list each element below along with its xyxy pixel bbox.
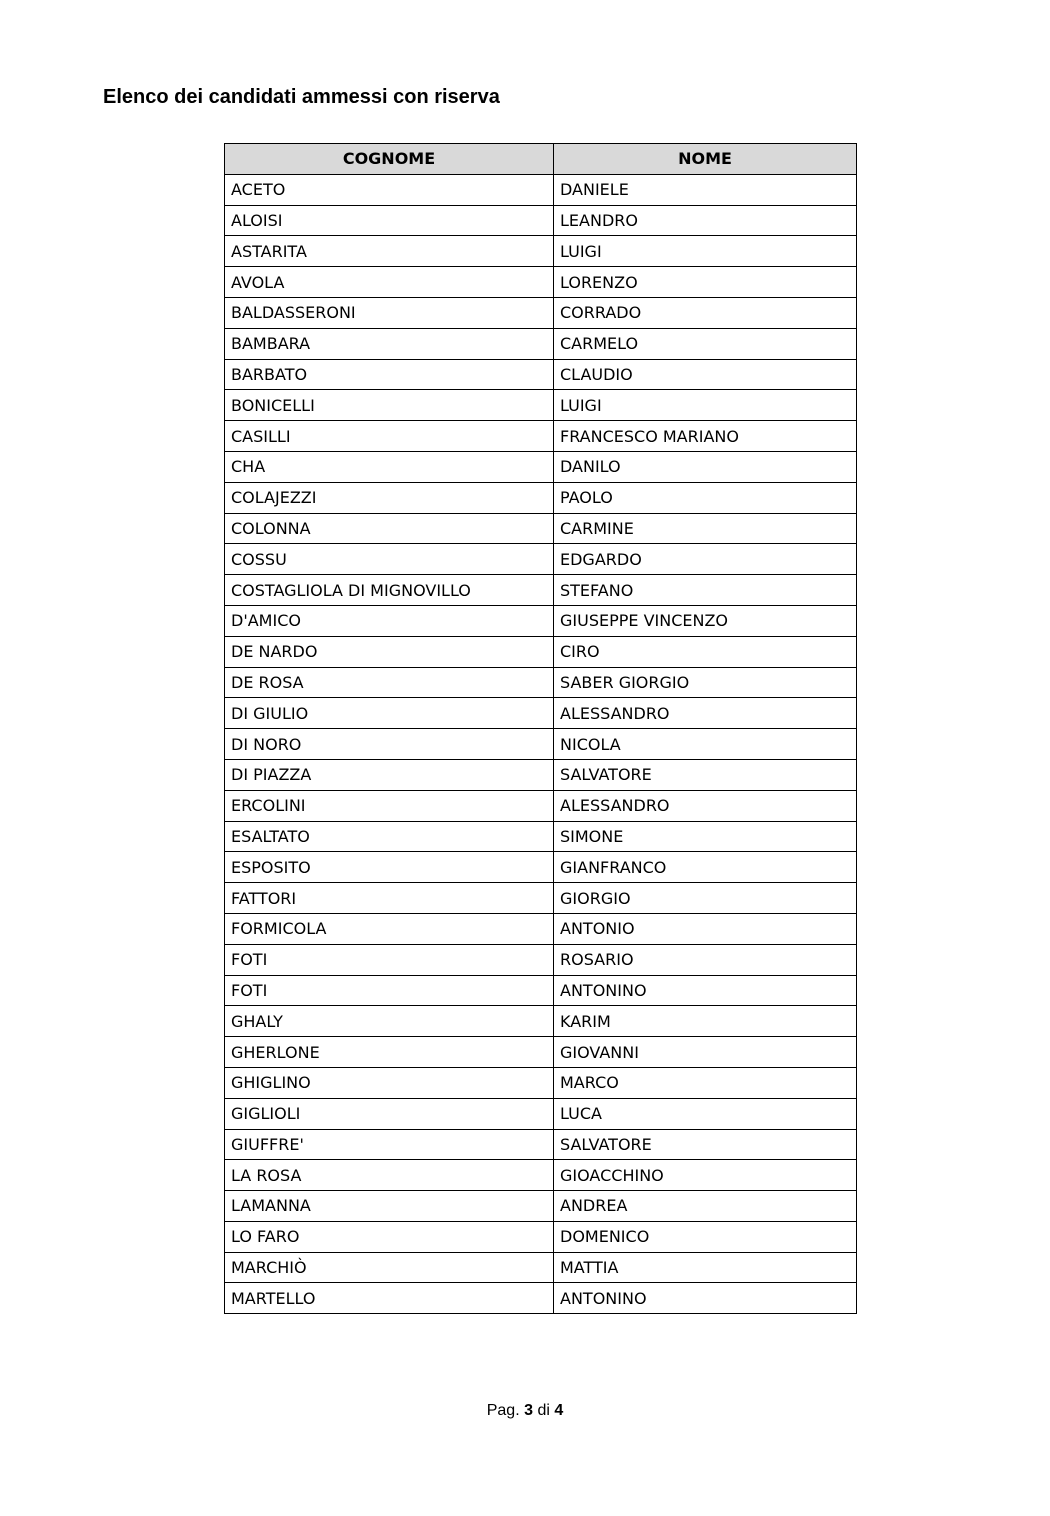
cell-cognome: BONICELLI [225,390,554,421]
candidates-table [224,143,857,1314]
table-row [225,883,857,914]
table-row [225,267,857,298]
table-row [225,1037,857,1068]
cell-cognome: DE NARDO [225,636,554,667]
cell-nome: SALVATORE [554,1129,857,1160]
cell-cognome: ESALTATO [225,821,554,852]
table-row [225,513,857,544]
cell-nome: LUCA [554,1098,857,1129]
cell-nome: EDGARDO [554,544,857,575]
cell-nome: LUIGI [554,236,857,267]
table-header-row [225,144,857,175]
table-row [225,451,857,482]
cell-cognome: BAMBARA [225,328,554,359]
header-nome: NOME [554,144,857,175]
table-row [225,1221,857,1252]
cell-nome: ANTONIO [554,913,857,944]
cell-cognome: FATTORI [225,883,554,914]
table-row [225,975,857,1006]
cell-nome: CLAUDIO [554,359,857,390]
cell-nome: PAOLO [554,482,857,513]
cell-nome: KARIM [554,1006,857,1037]
table-row [225,390,857,421]
cell-cognome: CHA [225,451,554,482]
current-page-number: 3 [524,1402,533,1419]
cell-cognome: GIUFFRE' [225,1129,554,1160]
table-row [225,667,857,698]
cell-nome: SALVATORE [554,759,857,790]
page-title: Elenco dei candidati ammessi con riserva [103,86,500,108]
table-row [225,1160,857,1191]
table-row [225,790,857,821]
cell-nome: SIMONE [554,821,857,852]
cell-nome: CORRADO [554,297,857,328]
cell-nome: DANIELE [554,174,857,205]
cell-nome: LEANDRO [554,205,857,236]
cell-cognome: AVOLA [225,267,554,298]
cell-nome: MARCO [554,1067,857,1098]
cell-nome: GIUSEPPE VINCENZO [554,605,857,636]
cell-nome: NICOLA [554,729,857,760]
cell-cognome: LO FARO [225,1221,554,1252]
cell-cognome: FORMICOLA [225,913,554,944]
cell-cognome: FOTI [225,975,554,1006]
cell-cognome: DI NORO [225,729,554,760]
table-row [225,821,857,852]
table-row [225,605,857,636]
table-body [225,174,857,1313]
cell-nome: CIRO [554,636,857,667]
total-pages-number: 4 [554,1402,564,1419]
cell-cognome: ALOISI [225,205,554,236]
cell-nome: MATTIA [554,1252,857,1283]
cell-cognome: FOTI [225,944,554,975]
cell-nome: CARMELO [554,328,857,359]
cell-cognome: BALDASSERONI [225,297,554,328]
cell-nome: GIOVANNI [554,1037,857,1068]
table-row [225,944,857,975]
cell-cognome: DI GIULIO [225,698,554,729]
cell-cognome: GHALY [225,1006,554,1037]
table-row [225,174,857,205]
cell-nome: GIORGIO [554,883,857,914]
table-row [225,1129,857,1160]
cell-cognome: DE ROSA [225,667,554,698]
cell-cognome: D'AMICO [225,605,554,636]
cell-cognome: LAMANNA [225,1191,554,1222]
cell-cognome: COSTAGLIOLA DI MIGNOVILLO [225,575,554,606]
cell-cognome: MARCHIÒ [225,1252,554,1283]
page-label: Pag. [486,1402,520,1419]
cell-cognome: ACETO [225,174,554,205]
table-row [225,913,857,944]
table-row [225,1006,857,1037]
cell-cognome: ESPOSITO [225,852,554,883]
cell-nome: ALESSANDRO [554,790,857,821]
cell-nome: ROSARIO [554,944,857,975]
table-row [225,852,857,883]
cell-nome: DOMENICO [554,1221,857,1252]
cell-nome: LUIGI [554,390,857,421]
table-row [225,544,857,575]
table-row [225,359,857,390]
page-separator: di [537,1402,550,1419]
table-row [225,575,857,606]
cell-nome: GIOACCHINO [554,1160,857,1191]
table-row [225,1283,857,1314]
cell-cognome: CASILLI [225,421,554,452]
cell-cognome: ASTARITA [225,236,554,267]
cell-cognome: GHIGLINO [225,1067,554,1098]
cell-cognome: GHERLONE [225,1037,554,1068]
table-row [225,482,857,513]
table-row [225,1067,857,1098]
table-row [225,1098,857,1129]
table-row [225,759,857,790]
header-cognome: COGNOME [225,144,554,175]
cell-cognome: COSSU [225,544,554,575]
cell-cognome: COLAJEZZI [225,482,554,513]
table-row [225,636,857,667]
cell-cognome: LA ROSA [225,1160,554,1191]
cell-nome: SABER GIORGIO [554,667,857,698]
table-row [225,297,857,328]
cell-cognome: DI PIAZZA [225,759,554,790]
table-row [225,328,857,359]
cell-cognome: GIGLIOLI [225,1098,554,1129]
table-row [225,698,857,729]
candidates-table-container [224,143,856,1314]
table-row [225,421,857,452]
cell-cognome: ERCOLINI [225,790,554,821]
table-row [225,236,857,267]
cell-cognome: COLONNA [225,513,554,544]
cell-nome: CARMINE [554,513,857,544]
cell-cognome: MARTELLO [225,1283,554,1314]
cell-nome: ANTONINO [554,975,857,1006]
cell-nome: GIANFRANCO [554,852,857,883]
cell-nome: FRANCESCO MARIANO [554,421,857,452]
cell-cognome: BARBATO [225,359,554,390]
table-row [225,1252,857,1283]
cell-nome: ANDREA [554,1191,857,1222]
table-row [225,729,857,760]
cell-nome: ALESSANDRO [554,698,857,729]
table-row [225,1191,857,1222]
cell-nome: LORENZO [554,267,857,298]
cell-nome: STEFANO [554,575,857,606]
cell-nome: ANTONINO [554,1283,857,1314]
table-row [225,205,857,236]
page-footer [0,1402,1050,1420]
cell-nome: DANILO [554,451,857,482]
